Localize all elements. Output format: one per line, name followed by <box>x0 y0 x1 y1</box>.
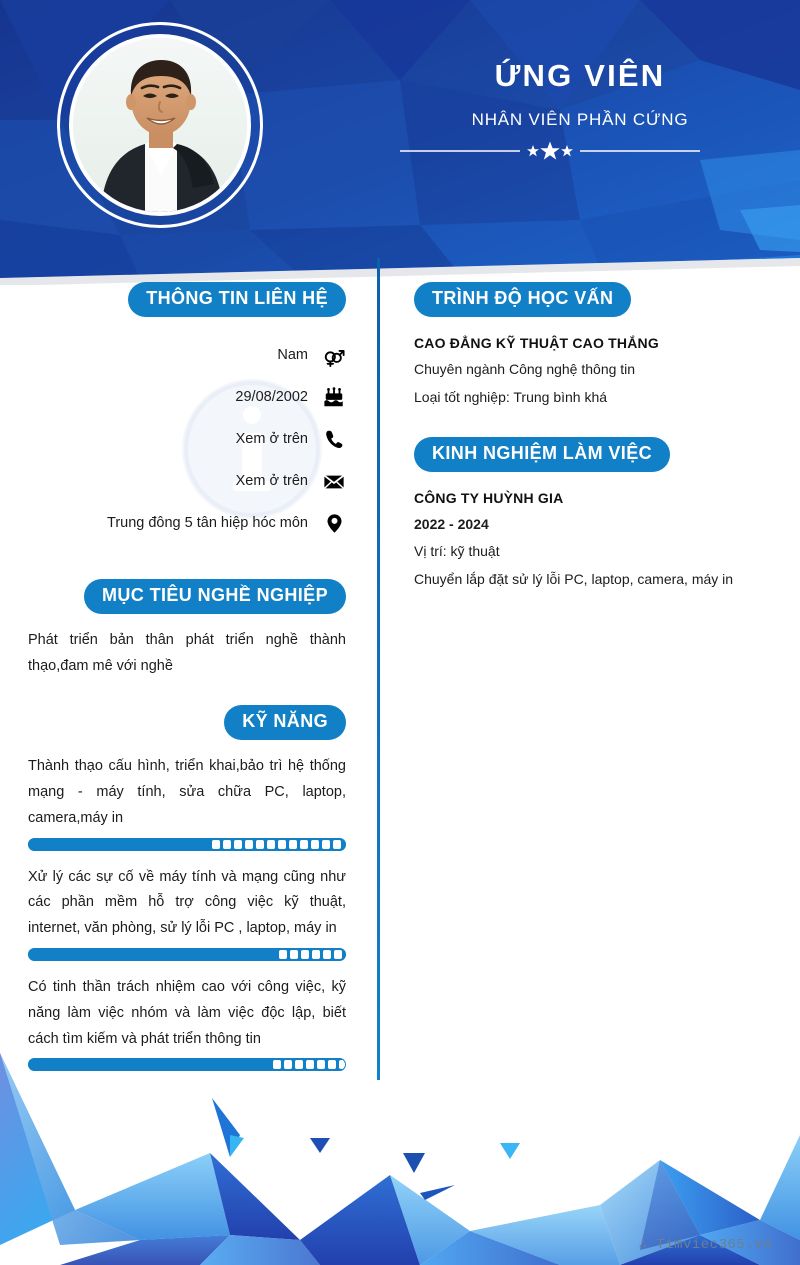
progress-notch <box>273 1060 281 1069</box>
education-school: CAO ĐẲNG KỸ THUẬT CAO THẮNG <box>414 334 659 351</box>
progress-notch <box>223 840 231 849</box>
skill-progress-bar <box>28 1058 346 1071</box>
spacer-experience <box>414 407 770 437</box>
contact-row-address <box>28 503 346 545</box>
skill-item <box>28 754 346 850</box>
progress-notch <box>234 840 242 849</box>
skill-progress-bar <box>28 838 346 851</box>
birthday-cake-icon <box>322 386 346 410</box>
progress-notch <box>317 1060 325 1069</box>
spacer-skills <box>28 679 346 705</box>
skills-section-header <box>28 705 346 740</box>
brand-watermark: ∴ Timviec365.vn <box>638 1237 772 1253</box>
experience-description: Chuyển lắp đặt sử lý lỗi PC, laptop, camera, máy in <box>414 571 734 588</box>
skill-item <box>28 865 346 961</box>
progress-notch <box>256 840 264 849</box>
skill-description: Có tinh thần trách nhiệm cao với công việc, kỹ năng làm việc nhóm và làm việc độc lập, biết cách tìm kiếm và phát triển thông tin <box>28 979 346 1047</box>
page-title: ỨNG VIÊN <box>494 58 666 93</box>
column-divider <box>377 258 380 1080</box>
experience-section-header <box>414 437 770 472</box>
education-section-header <box>414 282 770 317</box>
education-grade: Loại tốt nghiệp: Trung bình khá <box>414 388 608 405</box>
skill-progress-notches <box>279 948 346 961</box>
contact-row-phone <box>28 419 346 461</box>
contact-value-birthday: 29/08/2002 <box>235 389 308 406</box>
contact-value-phone: Xem ở trên <box>235 431 308 448</box>
avatar <box>57 22 263 228</box>
progress-notch <box>312 950 320 959</box>
skill-item <box>28 975 346 1071</box>
star-divider <box>400 140 700 162</box>
right-column <box>414 282 770 589</box>
progress-notch <box>322 840 330 849</box>
avatar-ring-inner <box>69 34 251 216</box>
progress-notch <box>333 840 341 849</box>
skill-progress-bar <box>28 948 346 961</box>
progress-notch <box>267 840 275 849</box>
progress-notch <box>279 950 287 959</box>
experience-position: Vị trí: kỹ thuật <box>414 543 500 560</box>
progress-notch <box>311 840 319 849</box>
education-badge: TRÌNH ĐỘ HỌC VẤN <box>414 282 631 317</box>
progress-notch <box>212 840 220 849</box>
gender-icon <box>322 344 346 368</box>
experience-badge: KINH NGHIỆM LÀM VIỆC <box>414 437 670 472</box>
contact-badge: THÔNG TIN LIÊN HỆ <box>128 282 346 317</box>
skill-description: Xử lý các sự cố về máy tính và mạng cũng như các phần mềm hỗ trợ công việc kỹ thuật, internet, văn phòng, sử lý lỗi PC , laptop, máy in <box>28 868 346 937</box>
progress-notch <box>334 950 342 959</box>
experience-company: CÔNG TY HUỲNH GIA <box>414 489 564 506</box>
progress-notch <box>328 1060 336 1069</box>
contact-value-gender: Nam <box>277 347 308 364</box>
progress-notch <box>323 950 331 959</box>
phone-icon <box>322 428 346 452</box>
contact-row-email <box>28 461 346 503</box>
location-pin-icon <box>322 512 346 536</box>
progress-notch <box>284 1060 292 1069</box>
progress-notch <box>301 950 309 959</box>
contact-section-header <box>28 282 346 317</box>
objective-text: Phát triển bản thân phát triển nghề thành thạo,đam mê với nghề <box>28 631 346 674</box>
cv-header <box>0 0 800 285</box>
progress-notch <box>339 1060 346 1069</box>
skills-badge: KỸ NĂNG <box>224 705 346 740</box>
objective-badge: MỤC TIÊU NGHỀ NGHIỆP <box>84 579 346 614</box>
contact-value-email: Xem ở trên <box>235 473 308 490</box>
contact-row-gender <box>28 335 346 377</box>
skill-description: Thành thạo cấu hình, triển khai,bảo trì hệ thống mạng - máy tính, sửa chữa PC, laptop, camera,máy in <box>28 758 346 826</box>
progress-notch <box>290 950 298 959</box>
candidate-photo <box>73 38 247 212</box>
skill-progress-notches <box>273 1058 346 1071</box>
progress-notch <box>300 840 308 849</box>
progress-notch <box>245 840 253 849</box>
experience-period: 2022 - 2024 <box>414 515 489 532</box>
progress-notch <box>289 840 297 849</box>
contact-row-birthday <box>28 377 346 419</box>
progress-notch <box>278 840 286 849</box>
objective-section-header <box>28 579 346 614</box>
left-column <box>28 282 346 1071</box>
envelope-icon <box>322 470 346 494</box>
skill-progress-notches <box>212 838 346 851</box>
contact-value-address: Trung đông 5 tân hiệp hóc môn <box>107 515 308 532</box>
contact-list <box>28 335 346 545</box>
education-major: Chuyên ngành Công nghệ thông tin <box>414 360 636 377</box>
spacer-objective <box>28 545 346 579</box>
progress-notch <box>295 1060 303 1069</box>
page-subtitle: NHÂN VIÊN PHẦN CỨNG <box>471 110 689 129</box>
progress-notch <box>306 1060 314 1069</box>
